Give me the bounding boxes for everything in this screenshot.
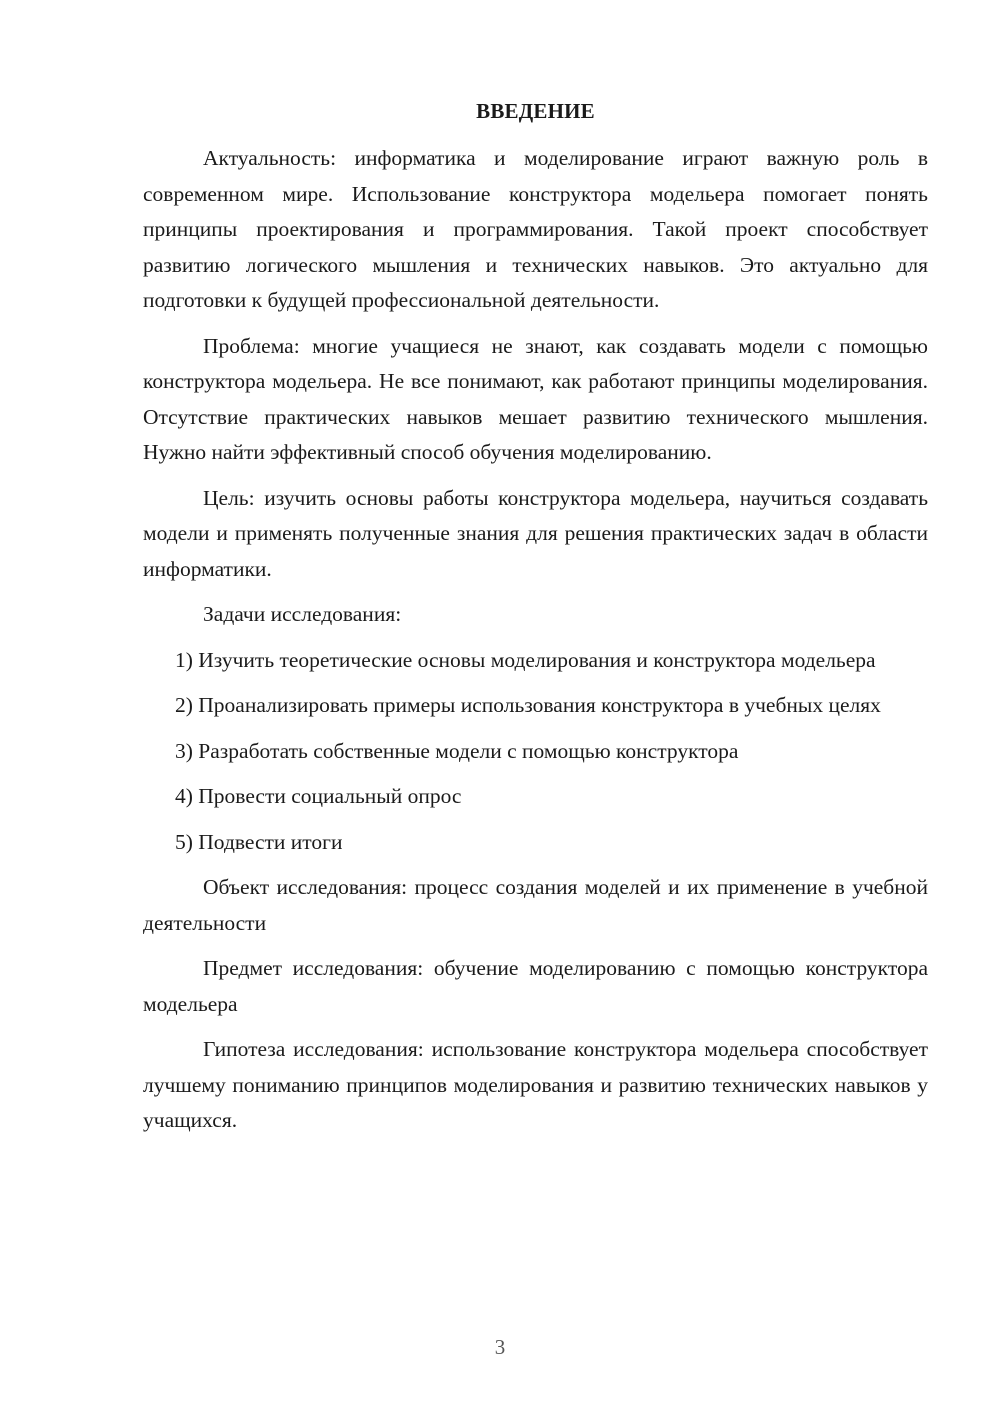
task-item-4: 4) Провести социальный опрос bbox=[175, 784, 462, 808]
paragraph-relevance: Актуальность: информатика и моделирование играют важную роль в современном мире. Использование конструктора модельера помогает понять принципы проектирования и программирования. Такой проект способствует развитию логического мышления и технических навыков. Это актуально для подготовки к будущей профессиональной деятельности. bbox=[143, 146, 928, 312]
task-item-2: 2) Проанализировать примеры использования конструктора в учебных целях bbox=[175, 693, 881, 717]
task-item-3: 3) Разработать собственные модели с помощью конструктора bbox=[175, 738, 739, 763]
paragraph-tasks-heading: Задачи исследования: bbox=[203, 602, 402, 626]
task-item-1: 1) Изучить теоретические основы моделирования и конструктора модельера bbox=[175, 647, 876, 672]
paragraph-goal: Цель: изучить основы работы конструктора модельера, научиться создавать модели и применять полученные знания для решения практических задач в области информатики. bbox=[143, 485, 928, 581]
document-page bbox=[143, 97, 928, 1139]
paragraph-subject: Предмет исследования: обучение моделированию с помощью конструктора модельера bbox=[143, 956, 928, 1016]
paragraph-object: Объект исследования: процесс создания моделей и их применение в учебной деятельности bbox=[143, 875, 928, 935]
section-title: ВВЕДЕНИЕ bbox=[476, 99, 595, 123]
page-number: 3 bbox=[494, 1335, 506, 1359]
paragraph-hypothesis: Гипотеза исследования: использование конструктора модельера способствует лучшему пониманию принципов моделирования и развитию технических навыков у учащихся. bbox=[143, 1037, 928, 1132]
paragraph-problem: Проблема: многие учащиеся не знают, как создавать модели с помощью конструктора модельера. Не все понимают, как работают принципы моделирования. Отсутствие практических навыков мешает развитию технического мышления. Нужно найти эффективный способ обучения моделированию. bbox=[143, 333, 928, 464]
task-item-5: 5) Подвести итоги bbox=[175, 829, 343, 854]
